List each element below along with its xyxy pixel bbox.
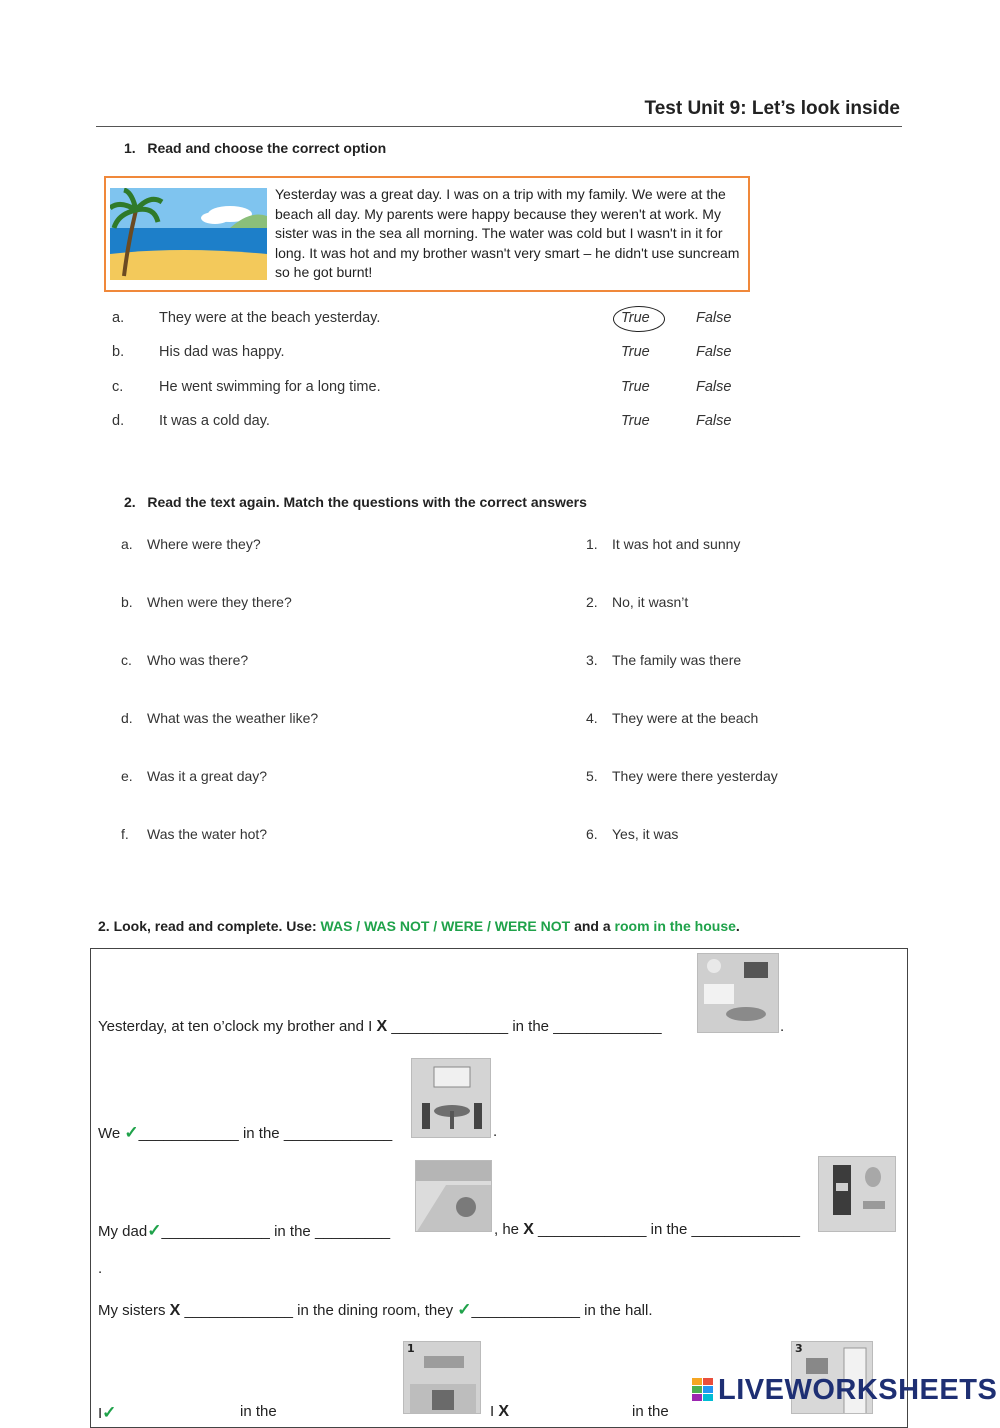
question-text[interactable]: Who was there?: [147, 652, 249, 668]
title-divider: [96, 126, 902, 127]
answer-text[interactable]: They were at the beach: [612, 710, 759, 726]
check-icon: ✓: [457, 1300, 472, 1319]
true-option[interactable]: True: [621, 379, 650, 395]
answer-number: 2.: [586, 594, 598, 610]
heading-mid: and a: [570, 918, 615, 934]
question-letter: a.: [121, 536, 133, 552]
kitchen-picture: [403, 1341, 481, 1414]
question-letter: b.: [121, 594, 133, 610]
blank-verb[interactable]: ____________: [138, 1125, 239, 1142]
sentence-5a: [98, 1403, 116, 1423]
question-letter: d.: [121, 710, 133, 726]
s3-he: , he: [494, 1221, 520, 1238]
answer-number: 4.: [586, 710, 598, 726]
blank-verb[interactable]: _____________: [184, 1302, 293, 1319]
living-room-picture: [697, 953, 779, 1033]
item-statement: They were at the beach yesterday.: [159, 310, 381, 326]
stray-period: .: [98, 1260, 103, 1277]
blank-verb[interactable]: _____________: [471, 1302, 580, 1319]
cross-icon: X: [523, 1221, 534, 1238]
garden-picture: [415, 1160, 492, 1232]
question-text[interactable]: When were they there?: [147, 594, 292, 610]
s4-text: My sisters: [98, 1302, 166, 1319]
blank-room[interactable]: _____________: [283, 1125, 393, 1142]
cross-icon: X: [498, 1403, 510, 1420]
answer-text[interactable]: It was hot and sunny: [612, 536, 741, 552]
sentence-4: [98, 1300, 653, 1320]
check-icon: ✓: [124, 1123, 139, 1142]
false-option[interactable]: False: [696, 379, 732, 395]
question-text[interactable]: What was the weather like?: [147, 710, 319, 726]
false-option[interactable]: False: [696, 413, 732, 429]
answer-text[interactable]: Yes, it was: [612, 826, 679, 842]
check-icon: ✓: [147, 1221, 162, 1240]
picture-number: 3: [795, 1342, 803, 1355]
answer-text[interactable]: No, it wasn’t: [612, 594, 689, 610]
question-letter: f.: [121, 826, 129, 842]
s4-end: in the hall.: [584, 1302, 653, 1319]
story-text: Yesterday was a great day. I was on a trip with my family. We were at the beach all day. My parents were happy because they weren't at work. My sister was in the sea all morning. The water was cold but I wasn't in it for long. It was hot and my brother wasn't very smart – he didn't use suncream so he got burnt!: [275, 186, 740, 280]
heading-room: room in the house: [614, 918, 736, 934]
dining-room-picture: [411, 1058, 491, 1138]
s2-in-the: in the: [242, 1125, 280, 1142]
sentence-1: [98, 1018, 662, 1036]
answer-number: 5.: [586, 768, 598, 784]
sentence-5b: [490, 1403, 509, 1421]
blank-room[interactable]: _________: [314, 1223, 391, 1240]
s5-in-the-2: in the: [632, 1403, 669, 1420]
picture-number: 1: [407, 1342, 415, 1355]
blank-verb[interactable]: _____________: [161, 1223, 270, 1240]
item-letter: c.: [112, 379, 124, 395]
answer-text[interactable]: The family was there: [612, 652, 742, 668]
answer-number: 6.: [586, 826, 598, 842]
sentence-2: [98, 1123, 392, 1143]
s2-period: .: [493, 1123, 498, 1140]
heading-end: .: [735, 918, 740, 934]
beach-image: [110, 188, 267, 280]
blank-room[interactable]: _____________: [553, 1018, 662, 1035]
item-statement: He went swimming for a long time.: [159, 379, 381, 395]
question-letter: c.: [121, 652, 132, 668]
s1-period: .: [780, 1018, 785, 1035]
blank-verb[interactable]: ______________: [391, 1018, 509, 1035]
s5-i-2: I: [490, 1403, 495, 1420]
sentence-3b: [494, 1221, 800, 1239]
s1-text: Yesterday, at ten o’clock my brother and I: [98, 1018, 373, 1035]
s3-in-the: in the: [274, 1223, 311, 1240]
section2-heading: 2. Read the text again. Match the questions with the correct answers: [124, 494, 587, 510]
cross-icon: X: [169, 1302, 181, 1319]
liveworksheets-logo[interactable]: LIVEWORKSHEETS: [718, 1374, 998, 1406]
s5-in-the: in the: [240, 1403, 277, 1420]
false-option[interactable]: False: [696, 344, 732, 360]
bathroom-picture: [818, 1156, 896, 1232]
check-icon: ✓: [102, 1403, 117, 1422]
s3-text: My dad: [98, 1223, 148, 1240]
heading-words: WAS / WAS NOT / WERE / WERE NOT: [320, 918, 571, 934]
page-title: Test Unit 9: Let’s look inside: [644, 98, 900, 119]
s2-text: We: [98, 1125, 121, 1142]
true-option[interactable]: True: [621, 413, 650, 429]
section3-heading: [98, 918, 740, 934]
true-option[interactable]: True: [621, 310, 650, 326]
item-statement: It was a cold day.: [159, 413, 270, 429]
heading-start: 2. Look, read and complete. Use:: [98, 918, 321, 934]
s4-mid: in the dining room, they: [297, 1302, 454, 1319]
answer-number: 1.: [586, 536, 598, 552]
question-letter: e.: [121, 768, 133, 784]
item-letter: d.: [112, 413, 125, 429]
answer-text[interactable]: They were there yesterday: [612, 768, 778, 784]
blank-room[interactable]: _____________: [691, 1221, 800, 1238]
question-text[interactable]: Where were they?: [147, 536, 261, 552]
item-letter: a.: [112, 310, 125, 326]
question-text[interactable]: Was it a great day?: [147, 768, 268, 784]
s3-in-the-2: in the: [650, 1221, 688, 1238]
sentence-3a: [98, 1221, 390, 1241]
true-option[interactable]: True: [621, 344, 650, 360]
section1-heading: 1. Read and choose the correct option: [124, 140, 387, 156]
item-statement: His dad was happy.: [159, 344, 285, 360]
cross-icon: X: [376, 1018, 388, 1035]
s5-i: I: [98, 1405, 103, 1422]
liveworksheets-logo-icon: [692, 1378, 714, 1402]
blank-verb[interactable]: _____________: [538, 1221, 647, 1238]
s1-in-the: in the: [512, 1018, 550, 1035]
answer-number: 3.: [586, 652, 598, 668]
false-option[interactable]: False: [696, 310, 732, 326]
item-letter: b.: [112, 344, 125, 360]
question-text[interactable]: Was the water hot?: [147, 826, 268, 842]
